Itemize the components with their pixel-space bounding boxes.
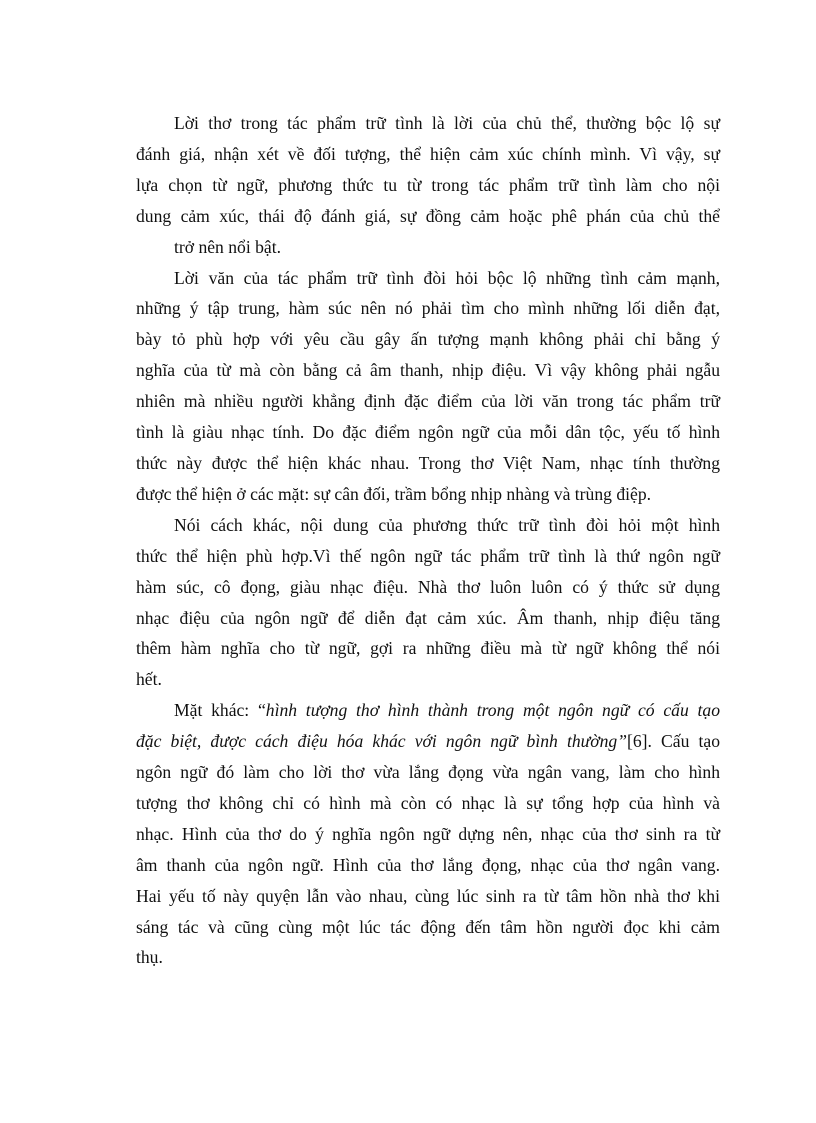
text-line: dung cảm xúc, thái độ đánh giá, sự đồng cảm hoặc phê phán của chủ thể [136, 205, 720, 226]
text-line: thêm hàm nghĩa cho từ ngữ, gợi ra những điều mà từ ngữ không thể nói [136, 638, 720, 659]
text-line: thụ. [136, 947, 163, 968]
paragraph-3 [136, 263, 720, 510]
paragraph-5 [136, 695, 720, 973]
paragraph-1 [136, 108, 720, 232]
text-line: được thể hiện ở các mặt: sự cân đối, trầm bổng nhịp nhàng và trùng điệp. [136, 483, 652, 504]
text-line: đánh giá, nhận xét về đối tượng, thể hiện cảm xúc chính mình. Vì vậy, sự [136, 143, 720, 164]
text-line: nhạc điệu của ngôn ngữ để diễn đạt cảm xúc. Âm thanh, nhịp điệu tăng [136, 607, 720, 628]
text-line: âm thanh của ngôn ngữ. Hình của thơ lắng đọng, nhạc của thơ ngân vang. [136, 854, 720, 875]
text-line: nhạc. Hình của thơ do ý nghĩa ngôn ngữ dựng nên, nhạc của thơ sinh ra từ [136, 823, 720, 844]
text-line: nhiên mà nhiều người khẳng định đặc điểm của lời văn trong tác phẩm trữ [136, 391, 720, 412]
text-line: bày tỏ phù hợp với yêu cầu gây ấn tượng mạnh không phải chỉ bằng ý [136, 329, 720, 350]
text-line: Hai yếu tố này quyện lẫn vào nhau, cùng lúc sinh ra từ tâm hồn nhà thơ khi [136, 885, 720, 906]
text-line: Lời thơ trong tác phẩm trữ tình là lời của chủ thể, thường bộc lộ sự [174, 113, 720, 133]
text-line: Nói cách khác, nội dung của phương thức trữ tình đòi hỏi một hình [174, 514, 720, 535]
text-line: hết. [136, 669, 162, 690]
quotation-text: đặc biệt, được cách điệu hóa khác với ngôn ngữ bình thường” [136, 731, 627, 752]
text-line: thức thể hiện phù hợp.Vì thế ngôn ngữ tác phẩm trữ tình là thứ ngôn ngữ [136, 545, 720, 566]
text-line: Lời văn của tác phẩm trữ tình đòi hỏi bộc lộ những tình cảm mạnh, [174, 267, 720, 288]
text-line: tình là giàu nhạc tính. Do đặc điểm ngôn ngữ của mỗi dân tộc, yếu tố hình [136, 422, 720, 443]
text-line: nghĩa của từ mà còn bằng cả âm thanh, nhịp điệu. Vì vậy không phải ngẫu [136, 360, 720, 381]
text-line: thức này được thể hiện khác nhau. Trong thơ Việt Nam, nhạc tính thường [136, 452, 720, 473]
text-line: sáng tác và cũng cùng một lúc tác động đến tâm hồn người đọc khi cảm [136, 916, 720, 937]
text-line: những ý tập trung, hàm súc nên nó phải tìm cho mình những lối diễn đạt, [136, 298, 720, 319]
text-line: lựa chọn từ ngữ, phương thức tu từ trong tác phẩm trữ tình làm cho nội [136, 174, 720, 195]
text-line: ngôn ngữ đó làm cho lời thơ vừa lắng đọng vừa ngân vang, làm cho hình [136, 762, 720, 783]
text-line: trở nên nổi bật. [174, 236, 282, 257]
text-line [136, 695, 720, 726]
text-line: tượng thơ không chỉ có hình mà còn có nhạc là sự tổng hợp của hình và [136, 792, 720, 813]
paragraph-4 [136, 510, 720, 695]
text-run: Mặt khác: “ [174, 700, 266, 721]
document-page [136, 108, 720, 973]
text-line: hàm súc, cô đọng, giàu nhạc điệu. Nhà thơ luôn luôn có ý thức sử dụng [136, 576, 720, 597]
paragraph-2 [136, 232, 720, 263]
citation-text: [6]. Cấu tạo [627, 731, 720, 752]
quotation-text: hình tượng thơ hình thành trong một ngôn ngữ có cấu tạo [265, 700, 720, 721]
text-line [136, 726, 720, 757]
